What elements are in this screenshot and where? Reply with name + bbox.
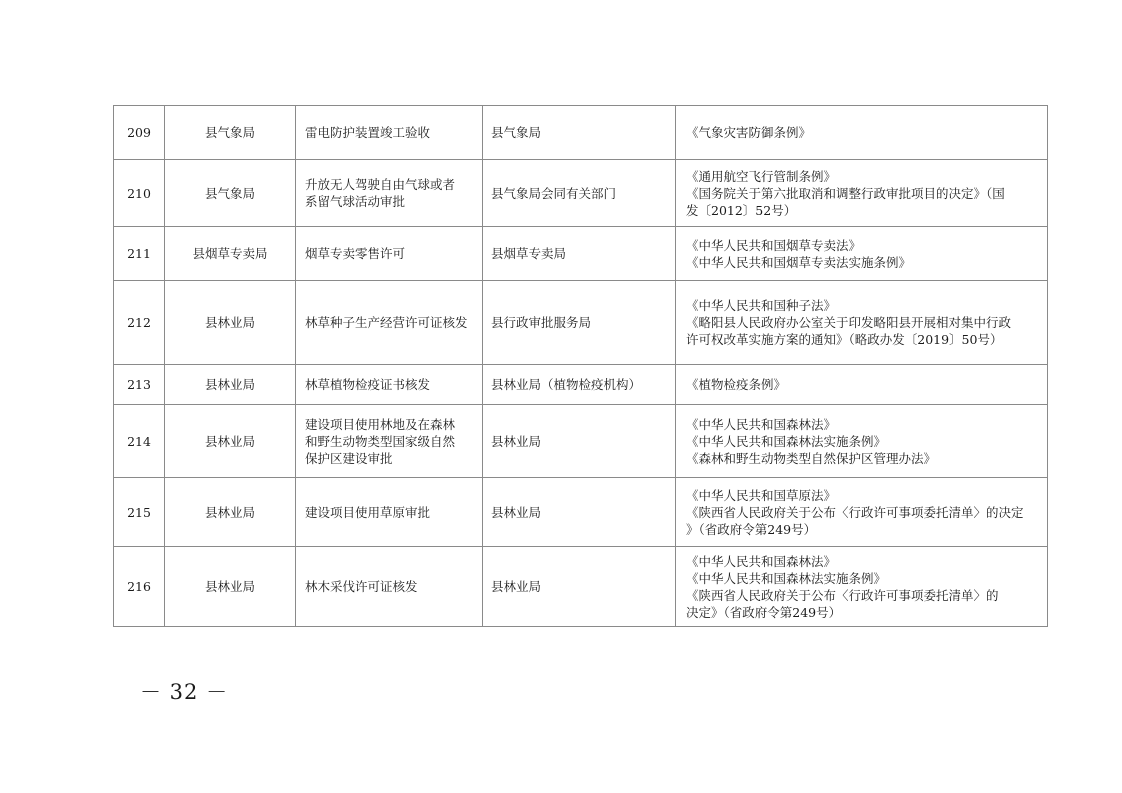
legal-basis-line: 《森林和野生动物类型自然保护区管理办法》 [686,450,937,466]
implementing-body-cell: 县气象局会同有关部门 [483,160,676,227]
item-name-cell [296,365,483,405]
row-number-cell: 210 [114,160,165,227]
row-number-cell: 214 [114,405,165,478]
item-name-cell [296,281,483,365]
item-name-cell [296,405,483,478]
item-name-text: 烟草专卖零售许可 [305,246,406,261]
implementing-body-cell: 县林业局 [483,478,676,547]
department-cell: 县气象局 [165,106,296,160]
implementing-body-cell: 县气象局 [483,106,676,160]
table-row [114,365,1048,405]
row-number-cell: 209 [114,106,165,160]
item-name-text: 建设项目使用草原审批 [305,504,431,520]
legal-basis-line: 《中华人民共和国森林法实施条例》 [686,570,887,586]
legal-basis-line: 《中华人民共和国种子法》 [686,298,837,313]
item-name-cell [296,478,483,547]
permit-table [113,105,1048,627]
item-name-cell [296,547,483,627]
table-row [114,281,1048,365]
implementing-body-cell: 县烟草专卖局 [483,227,676,281]
table-row [114,547,1048,627]
item-name-text: 林草植物检疫证书核发 [305,377,431,392]
department-cell: 县林业局 [165,365,296,405]
item-name-text: 雷电防护装置竣工验收 [305,125,431,140]
department-cell: 县林业局 [165,478,296,547]
legal-basis-line: 》（省政府令第249号） [686,521,817,537]
table-row [114,478,1048,547]
implementing-body-cell: 县行政审批服务局 [483,281,676,365]
legal-basis-cell [676,227,1048,281]
legal-basis-line: 决定》（省政府令第249号） [686,604,842,620]
legal-basis-line: 《中华人民共和国烟草专卖法实施条例》 [686,254,912,270]
legal-basis-line: 《通用航空飞行管制条例》 [686,168,837,184]
legal-basis-cell [676,547,1048,627]
legal-basis-line: 《中华人民共和国森林法实施条例》 [686,433,887,449]
department-cell: 县林业局 [165,547,296,627]
legal-basis-line: 《陕西省人民政府关于公布〈行政许可事项委托清单〉的 [686,587,999,603]
legal-basis-line: 《中华人民共和国森林法》 [686,553,837,569]
implementing-body-cell: 县林业局（植物检疫机构） [483,365,676,405]
department-cell: 县林业局 [165,281,296,365]
row-number-cell: 216 [114,547,165,627]
row-number-cell: 215 [114,478,165,547]
item-name-cell [296,227,483,281]
legal-basis-line: 发〔2012〕52号） [686,202,797,218]
table-row [114,160,1048,227]
table-row [114,405,1048,478]
row-number-cell: 212 [114,281,165,365]
legal-basis-line: 《略阳县人民政府办公室关于印发略阳县开展相对集中行政 [686,315,1012,330]
legal-basis-cell [676,160,1048,227]
implementing-body-cell: 县林业局 [483,405,676,478]
legal-basis-cell [676,478,1048,547]
table-row [114,227,1048,281]
legal-basis-cell [676,365,1048,405]
department-cell: 县林业局 [165,405,296,478]
legal-basis-cell [676,405,1048,478]
table-row [114,106,1048,160]
row-number-cell: 213 [114,365,165,405]
item-name-text: 升放无人驾驶自由气球或者系留气球活动审批 [305,177,456,209]
legal-basis-line: 《中华人民共和国烟草专卖法》 [686,237,862,253]
implementing-body-cell: 县林业局 [483,547,676,627]
item-name-text: 林草种子生产经营许可证核发 [305,315,468,330]
legal-basis-line: 《植物检疫条例》 [686,377,787,392]
item-name-text: 建设项目使用林地及在森林和野生动物类型国家级自然保护区建设审批 [305,416,456,466]
department-cell: 县烟草专卖局 [165,227,296,281]
legal-basis-cell [676,106,1048,160]
item-name-cell [296,160,483,227]
item-name-cell [296,106,483,160]
legal-basis-line: 《中华人民共和国草原法》 [686,487,837,503]
legal-basis-line: 《中华人民共和国森林法》 [686,416,837,432]
item-name-text: 林木采伐许可证核发 [305,579,418,594]
department-cell: 县气象局 [165,160,296,227]
legal-basis-cell [676,281,1048,365]
legal-basis-line: 《国务院关于第六批取消和调整行政审批项目的决定》（国 [686,185,1005,201]
table-body [114,106,1048,627]
legal-basis-line: 许可权改革实施方案的通知》（略政办发〔2019〕50号） [686,332,1003,347]
legal-basis-line: 《气象灾害防御条例》 [686,125,812,140]
row-number-cell: 211 [114,227,165,281]
legal-basis-line: 《陕西省人民政府关于公布〈行政许可事项委托清单〉的决定 [686,504,1024,520]
page-number: － 32 － [140,680,229,704]
